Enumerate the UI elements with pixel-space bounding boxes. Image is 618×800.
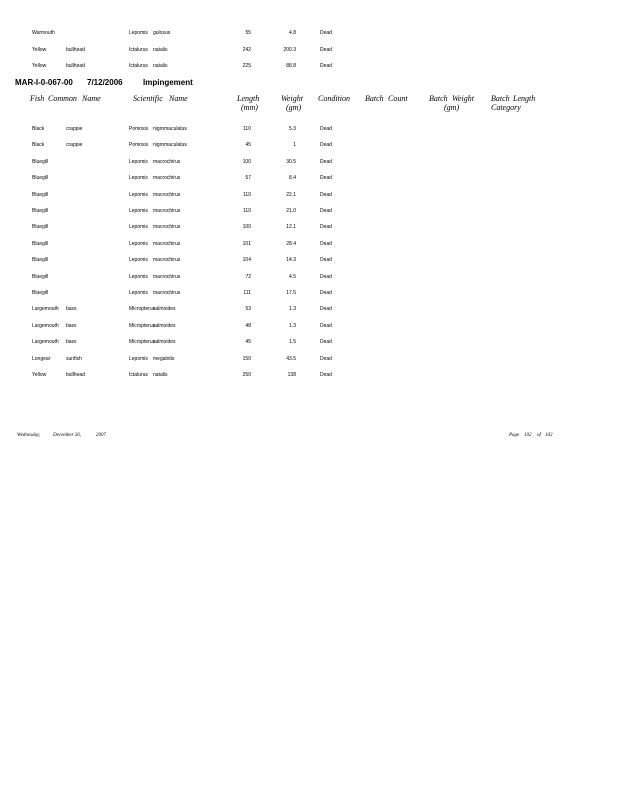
cell-condition: Dead: [320, 306, 332, 313]
cell-sci2: nigromaculatus: [153, 126, 187, 132]
cell-sci2: nigromaculatus: [153, 142, 187, 149]
cell-weight: 28.4: [286, 240, 296, 247]
cell-common1: Largemouth: [32, 322, 59, 329]
footer-page-label: Page: [509, 433, 520, 438]
header-length-unit: (mm): [241, 103, 258, 112]
cell-weight: 14.3: [286, 257, 296, 264]
cell-condition: Dead: [320, 224, 332, 231]
section-date: 7/12/2006: [87, 78, 123, 87]
cell-weight: 17.5: [286, 290, 296, 296]
header-batch-weight-unit: (gm): [444, 103, 460, 112]
cell-weight: 21.0: [286, 208, 296, 214]
cell-condition: Dead: [320, 158, 332, 165]
cell-sci1: Ictalurus: [129, 46, 148, 53]
cell-common1: Bluegill: [32, 240, 49, 247]
cell-length: 111: [243, 290, 251, 296]
cell-sci1: Ictalurus: [129, 372, 148, 378]
cell-sci2: macrochirus: [153, 208, 181, 214]
cell-common1: Bluegill: [32, 208, 49, 214]
cell-sci1: Lepomis: [129, 290, 148, 296]
cell-sci1: Micropterus: [129, 339, 156, 346]
header-common: Common: [48, 94, 77, 103]
cell-common2: bass: [66, 339, 77, 346]
cell-length: 250: [242, 372, 251, 378]
footer-month-day: December 26,: [53, 433, 82, 438]
cell-length: 45: [245, 339, 251, 346]
cell-weight: 12.1: [286, 224, 296, 231]
cell-length: 110: [243, 126, 251, 132]
header-count: Count: [388, 94, 408, 103]
cell-common2: sunfish: [66, 355, 82, 362]
cell-condition: Dead: [320, 142, 332, 149]
cell-length: 48: [245, 322, 251, 329]
cell-weight: 5.3: [289, 126, 296, 132]
header-length: Length: [237, 94, 260, 103]
cell-common1: Yellow: [32, 372, 47, 378]
cell-sci2: macrochirus: [153, 158, 181, 165]
cell-weight: 1: [293, 142, 296, 149]
cell-weight: 1.3: [289, 322, 296, 329]
cell-sci1: Lepomis: [129, 257, 148, 264]
cell-weight: 138: [287, 372, 296, 378]
cell-sci1: Pomoxis: [129, 126, 149, 132]
cell-common2: bass: [66, 306, 77, 313]
cell-common1: Black: [32, 142, 45, 149]
cell-common2: bullhead: [66, 372, 85, 378]
header-name: Name: [82, 94, 101, 103]
cell-length: 55: [245, 30, 251, 36]
cell-weight: 1.3: [289, 306, 296, 313]
cell-condition: Dead: [320, 322, 332, 329]
cell-weight: 4.5: [289, 273, 296, 280]
cell-condition: Dead: [320, 339, 332, 346]
cell-condition: Dead: [320, 273, 332, 280]
cell-weight: 8.4: [289, 175, 296, 182]
cell-common1: Bluegill: [32, 273, 49, 280]
header-weight: Weight: [281, 94, 303, 103]
cell-common1: Largemouth: [32, 339, 59, 346]
cell-common1: Bluegill: [32, 158, 49, 165]
cell-common1: Bluegill: [32, 191, 49, 198]
header-sci-name: Name: [169, 94, 188, 103]
header-batch: Batch: [365, 94, 384, 103]
footer-day: Wednesday,: [17, 433, 41, 438]
cell-sci1: Pomoxis: [129, 142, 149, 149]
cell-common2: crappie: [66, 142, 83, 149]
cell-length: 150: [242, 355, 251, 362]
cell-sci2: macrochirus: [153, 175, 181, 182]
cell-sci2: macrochirus: [153, 290, 181, 296]
footer-of-label: of: [537, 433, 541, 438]
cell-length: 45: [245, 142, 251, 149]
cell-weight: 22.1: [286, 191, 296, 198]
cell-sci1: Ictalurus: [129, 63, 148, 69]
header-batch-3: Batch: [491, 94, 510, 103]
cell-sci1: Lepomis: [129, 158, 148, 165]
cell-condition: Dead: [320, 208, 332, 214]
cell-sci1: Lepomis: [129, 208, 148, 214]
cell-sci2: salmoides: [153, 322, 176, 329]
cell-sci1: Micropterus: [129, 322, 156, 329]
cell-length: 110: [243, 191, 251, 198]
cell-condition: Dead: [320, 30, 332, 36]
cell-sci1: Lepomis: [129, 175, 148, 182]
header-batch-weight: Weight: [452, 94, 474, 103]
header-category: Category: [491, 103, 521, 112]
cell-length: 100: [242, 224, 251, 231]
cell-condition: Dead: [320, 63, 332, 69]
cell-length: 100: [242, 158, 251, 165]
cell-condition: Dead: [320, 290, 332, 296]
cell-common1: Black: [32, 126, 45, 132]
cell-common1: Bluegill: [32, 175, 49, 182]
section-type: Impingement: [143, 78, 193, 87]
header-batch-length: Length: [513, 94, 536, 103]
cell-common1: Bluegill: [32, 290, 49, 296]
cell-weight: 200.3: [283, 46, 296, 53]
footer-year: 2007: [96, 433, 106, 438]
cell-sci1: Lepomis: [129, 355, 148, 362]
cell-condition: Dead: [320, 257, 332, 264]
cell-sci1: Micropterus: [129, 306, 156, 313]
header-scientific: Scientific: [133, 94, 163, 103]
cell-condition: Dead: [320, 372, 332, 378]
cell-sci2: gulosus: [153, 30, 171, 36]
header-batch-2: Batch: [429, 94, 448, 103]
cell-common1: Yellow: [32, 63, 47, 69]
cell-common1: Yellow: [32, 46, 47, 53]
footer-page-total: 102: [545, 433, 553, 438]
cell-condition: Dead: [320, 175, 332, 182]
header-condition: Condition: [318, 94, 351, 103]
cell-weight: 43.5: [286, 355, 296, 362]
cell-sci1: Lepomis: [129, 240, 148, 247]
cell-common2: crappie: [66, 126, 83, 132]
cell-common2: bullhead: [66, 46, 85, 53]
cell-common1: Longear: [32, 355, 51, 362]
cell-weight: 30.5: [286, 158, 296, 165]
footer-page-number: 102: [524, 433, 532, 438]
cell-sci2: natalis: [153, 46, 168, 53]
cell-condition: Dead: [320, 46, 332, 53]
cell-sci1: Lepomis: [129, 273, 148, 280]
cell-sci2: macrochirus: [153, 224, 181, 231]
cell-sci2: macrochirus: [153, 240, 181, 247]
section-id: MAR-I-0-067-00: [15, 78, 73, 87]
cell-sci2: macrochirus: [153, 191, 181, 198]
cell-sci1: Lepomis: [129, 224, 148, 231]
cell-condition: Dead: [320, 240, 332, 247]
cell-length: 225: [242, 63, 251, 69]
cell-common1: Warmouth: [32, 30, 55, 36]
cell-length: 57: [245, 175, 251, 182]
cell-sci2: megalotis: [153, 355, 175, 362]
cell-sci2: macrochirus: [153, 257, 181, 264]
cell-length: 72: [245, 273, 251, 280]
cell-weight: 1.5: [289, 339, 296, 346]
cell-sci1: Lepomis: [129, 191, 148, 198]
cell-length: 101: [242, 240, 251, 247]
cell-common1: Bluegill: [32, 224, 49, 231]
cell-condition: Dead: [320, 191, 332, 198]
cell-sci2: natalis: [153, 372, 168, 378]
cell-sci1: Lepomis: [129, 30, 148, 36]
cell-length: 53: [245, 306, 251, 313]
cell-length: 242: [242, 46, 251, 53]
cell-sci2: macrochirus: [153, 273, 181, 280]
header-weight-unit: (gm): [286, 103, 302, 112]
cell-length: 110: [243, 208, 251, 214]
cell-condition: Dead: [320, 126, 332, 132]
cell-weight: 4.8: [289, 30, 296, 36]
cell-common1: Largemouth: [32, 306, 59, 313]
cell-sci2: salmoides: [153, 306, 176, 313]
cell-common1: Bluegill: [32, 257, 49, 264]
cell-length: 104: [242, 257, 251, 264]
cell-common2: bass: [66, 322, 77, 329]
cell-common2: bullhead: [66, 63, 85, 69]
header-fish: Fish: [30, 94, 45, 103]
cell-condition: Dead: [320, 355, 332, 362]
cell-weight: 88.8: [286, 63, 296, 69]
cell-sci2: natalis: [153, 63, 168, 69]
cell-sci2: salmoides: [153, 339, 176, 346]
